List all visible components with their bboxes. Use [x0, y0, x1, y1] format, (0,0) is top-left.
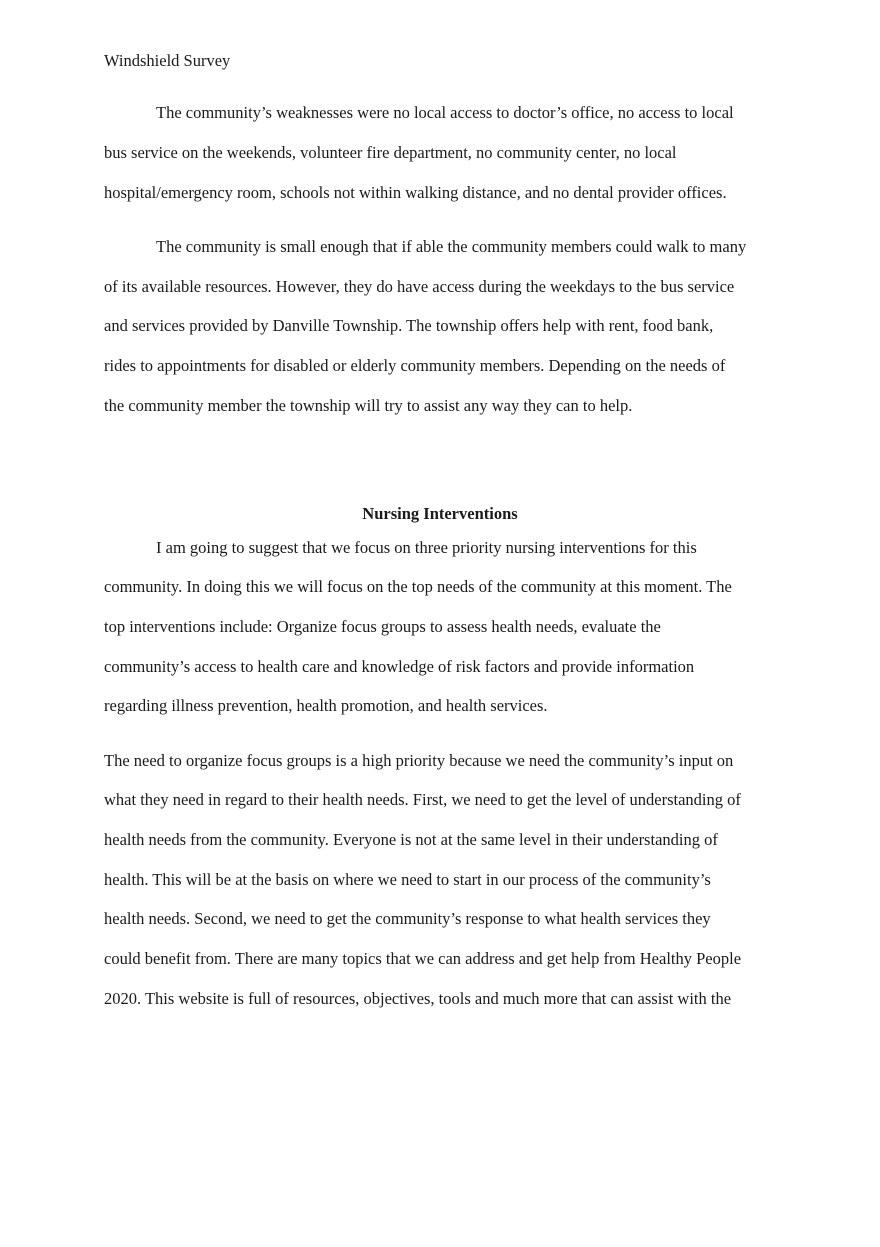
text-line: regarding illness prevention, health promotion, and health services.	[104, 696, 548, 715]
text-line: the community member the township will try to assist any way they can to help.	[104, 396, 633, 415]
text-line: rides to appointments for disabled or elderly community members. Depending on the needs of	[104, 356, 726, 375]
text-line: The community’s weaknesses were no local access to doctor’s office, no access to local	[156, 103, 734, 122]
text-line: health needs from the community. Everyone is not at the same level in their understanding of	[104, 830, 718, 849]
text-line: 2020. This website is full of resources, objectives, tools and much more that can assist with the	[104, 989, 732, 1008]
text-line: top interventions include: Organize focus groups to assess health needs, evaluate the	[104, 617, 661, 636]
text-line: and services provided by Danville Township. The township offers help with rent, food bank,	[104, 316, 714, 335]
text-line: The need to organize focus groups is a high priority because we need the community’s input on	[104, 751, 734, 770]
running-header: Windshield Survey	[104, 51, 231, 70]
text-line: The community is small enough that if able the community members could walk to many	[156, 237, 747, 256]
text-line: community’s access to health care and knowledge of risk factors and provide information	[104, 657, 695, 676]
text-line: community. In doing this we will focus on the top needs of the community at this moment. The	[104, 577, 732, 596]
text-line: could benefit from. There are many topics that we can address and get help from Healthy People	[104, 949, 742, 968]
text-line: bus service on the weekends, volunteer fire department, no community center, no local	[104, 143, 677, 162]
section-heading: Nursing Interventions	[362, 504, 518, 523]
text-line: health. This will be at the basis on where we need to start in our process of the community’s	[104, 870, 711, 889]
text-line: hospital/emergency room, schools not within walking distance, and no dental provider offices.	[104, 183, 727, 202]
text-line: what they need in regard to their health needs. First, we need to get the level of understanding of	[104, 790, 741, 809]
text-line: health needs. Second, we need to get the community’s response to what health services they	[104, 909, 711, 928]
text-line: of its available resources. However, they do have access during the weekdays to the bus service	[104, 277, 735, 296]
text-line: I am going to suggest that we focus on three priority nursing interventions for this	[156, 538, 697, 557]
